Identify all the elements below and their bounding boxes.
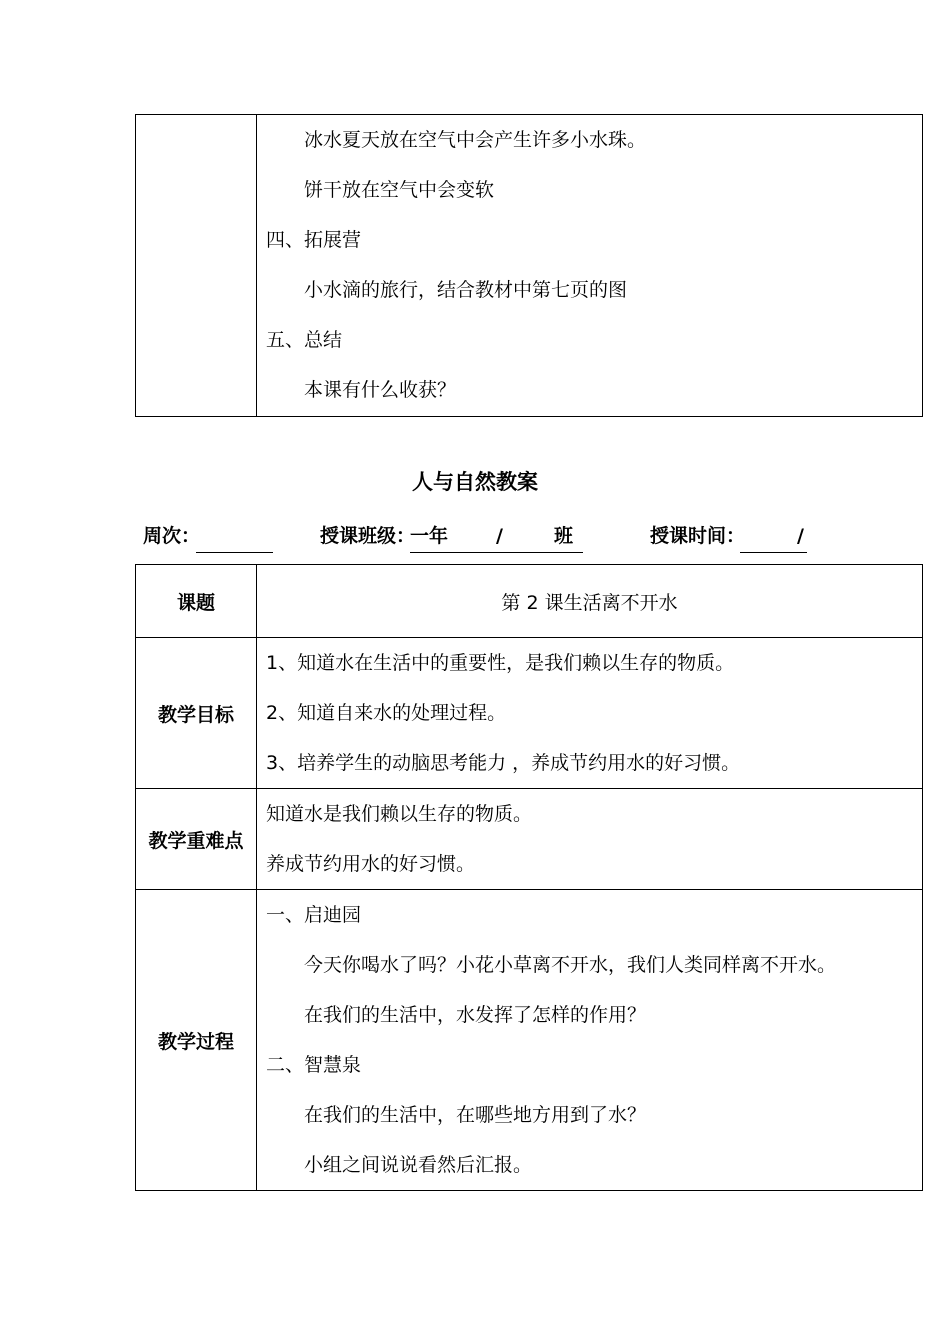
key-points-cell (257, 789, 923, 890)
process-section-heading: 五、总结 (266, 329, 343, 351)
class-label: 授课班级： (320, 525, 416, 547)
topic-value: 第 2 课生活离不开水 (257, 565, 923, 638)
topic-row (136, 565, 923, 638)
process-line: 小水滴的旅行，结合教材中第七页的图 (304, 279, 628, 301)
goals-row (136, 638, 923, 789)
time-underline (740, 552, 807, 553)
key-points-row (136, 789, 923, 890)
process-section-heading: 四、拓展营 (266, 229, 362, 251)
process-line: 今天你喝水了吗？小花小草离不开水，我们人类同样离不开水。 (304, 954, 837, 976)
process-line: 饼干放在空气中会变软 (304, 179, 495, 201)
process-cell (257, 890, 923, 1191)
class-underline (410, 552, 583, 553)
lesson-plan-table (135, 564, 923, 1191)
key-point-item: 养成节约用水的好习惯。 (266, 853, 476, 875)
week-underline (196, 552, 273, 553)
process-section-heading: 一、启迪园 (266, 904, 362, 926)
process-row (136, 890, 923, 1191)
continued-process-table (135, 114, 923, 417)
process-line: 在我们的生活中，水发挥了怎样的作用？ (304, 1004, 647, 1026)
goal-item: 2、知道自来水的处理过程。 (266, 702, 507, 724)
process-section-heading: 二、智慧泉 (266, 1054, 362, 1076)
empty-label-cell (136, 115, 257, 417)
process-line: 冰水夏天放在空气中会产生许多小水珠。 (304, 129, 647, 151)
key-points-label: 教学重难点 (136, 789, 257, 890)
class-slash: / (496, 525, 503, 547)
key-point-item: 知道水是我们赖以生存的物质。 (266, 803, 533, 825)
doc-title: 人与自然教案 (412, 470, 538, 494)
class-suffix: 班 (554, 525, 574, 547)
process-line: 在我们的生活中，在哪些地方用到了水？ (304, 1104, 647, 1126)
class-grade: 一年 (410, 525, 449, 547)
topic-label: 课题 (136, 565, 257, 638)
goals-label: 教学目标 (136, 638, 257, 789)
time-slash: / (797, 525, 804, 547)
time-label: 授课时间： (650, 525, 746, 547)
process-label: 教学过程 (136, 890, 257, 1191)
process-line: 小组之间说说看然后汇报。 (304, 1154, 533, 1176)
week-label: 周次： (143, 525, 201, 547)
goals-cell (257, 638, 923, 789)
goal-item: 1、知道水在生活中的重要性，是我们赖以生存的物质。 (266, 652, 735, 674)
process-line: 本课有什么收获？ (304, 379, 457, 401)
continued-process-cell (257, 115, 923, 417)
goal-item: 3、培养学生的动脑思考能力 ，养成节约用水的好习惯。 (266, 752, 741, 774)
